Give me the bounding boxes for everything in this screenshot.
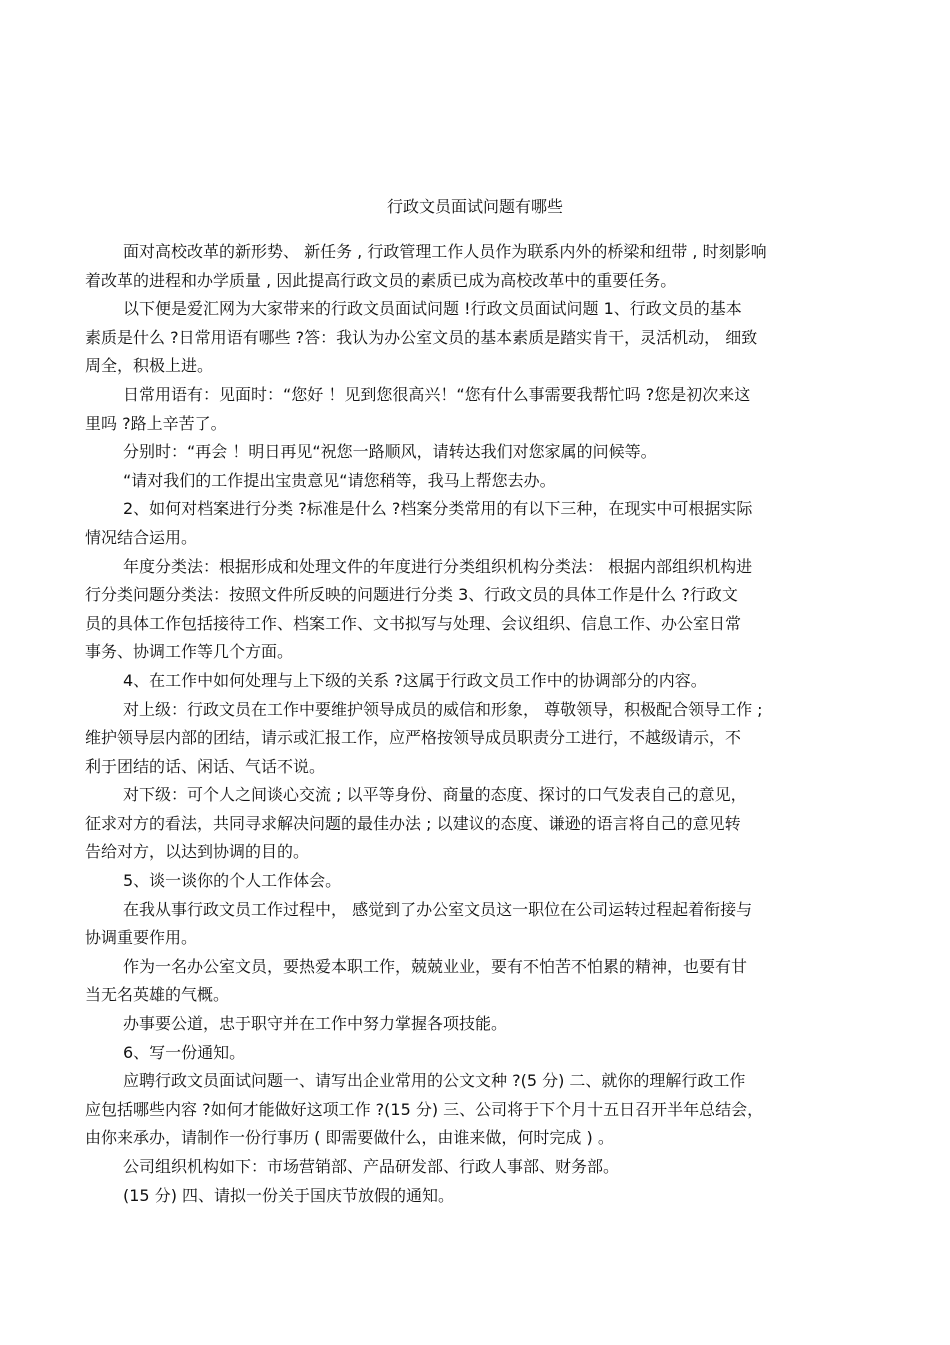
text-line: 维护领导层内部的团结，请示或汇报工作，应严格按领导成员职责分工进行，不越级请示，不 — [85, 728, 742, 748]
text-line: 在我从事行政文员工作过程中， 感觉到了办公室文员这一职位在公司运转过程起着衔接与 — [123, 899, 753, 919]
text-line: 日常用语有：见面时：“您好 ！见到您很高兴！“您有什么事需要我帮忙吗 ?您是初次来这 — [123, 384, 751, 404]
text-line: 员的具体工作包括接待工作、档案工作、文书拟写与处理、会议组织、信息工作、办公室日常 — [85, 613, 742, 633]
document-body — [85, 238, 865, 1210]
text-line: 应聘行政文员面试问题一、请写出企业常用的公文文种 ?(5 分) 二、就你的理解行政工作 — [123, 1071, 746, 1091]
text-line: “请对我们的工作提出宝贵意见“请您稍等，我马上帮您去办。 — [123, 470, 556, 490]
text-line: 着改革的进程和办学质量 , 因此提高行政文员的素质已成为高校改革中的重要任务。 — [85, 270, 677, 290]
text-line: 6、写一份通知。 — [123, 1042, 246, 1062]
text-line: 由你来承办，请制作一份行事历 ( 即需要做什么，由谁来做，何时完成 ) 。 — [85, 1128, 614, 1148]
text-line: 周全，积极上进。 — [85, 356, 214, 376]
text-line: 面对高校改革的新形势、 新任务 , 行政管理工作人员作为联系内外的桥梁和纽带 , 时刻影响 — [123, 242, 767, 261]
text-line: 利于团结的话、闲话、气话不说。 — [85, 756, 326, 776]
text-line: 里吗 ?路上辛苦了。 — [85, 413, 227, 433]
text-line: 应包括哪些内容 ?如何才能做好这项工作 ?(15 分) 三、公司将于下个月十五日召开半年总结会， — [85, 1099, 764, 1119]
document-title: 行政文员面试问题有哪些 — [386, 197, 563, 216]
text-line: 协调重要作用。 — [85, 928, 198, 948]
text-line: 行分类问题分类法：按照文件所反映的问题进行分类 3、行政文员的具体工作是什么 ?行政文 — [85, 585, 738, 605]
text-line: 2、如何对档案进行分类 ?标准是什么 ?档案分类常用的有以下三种，在现实中可根据实际 — [123, 499, 753, 519]
text-line: 征求对方的看法，共同寻求解决问题的最佳办法 ; 以建议的态度、谦逊的语言将自己的意见转 — [85, 813, 741, 833]
text-line: 对下级：可个人之间谈心交流 ; 以平等身份、商量的态度、探讨的口气发表自己的意见， — [123, 785, 747, 805]
text-line: 对上级：行政文员在工作中要维护领导成员的威信和形象， 尊敬领导，积极配合领导工作 ; — [123, 699, 763, 719]
text-line: 以下便是爱汇网为大家带来的行政文员面试问题 !行政文员面试问题 1、行政文员的基本 — [123, 299, 742, 319]
text-line: 办事要公道，忠于职守并在工作中努力掌握各项技能。 — [123, 1014, 508, 1034]
text-line: 年度分类法：根据形成和处理文件的年度进行分类组织机构分类法： 根据内部组织机构进 — [123, 556, 753, 576]
text-line: 作为一名办公室文员，要热爱本职工作，兢兢业业，要有不怕苦不怕累的精神，也要有甘 — [123, 956, 748, 976]
text-line: (15 分) 四、请拟一份关于国庆节放假的通知。 — [123, 1185, 455, 1205]
text-line: 情况结合运用。 — [85, 527, 198, 547]
text-line: 当无名英雄的气概。 — [85, 985, 230, 1005]
text-line: 分别时：“再会 ！明日再见“祝您一路顺风，请转达我们对您家属的问候等。 — [123, 442, 657, 462]
text-line: 事务、协调工作等几个方面。 — [85, 642, 294, 662]
text-line: 公司组织机构如下：市场营销部、产品研发部、行政人事部、财务部。 — [123, 1157, 620, 1176]
text-line: 告给对方，以达到协调的目的。 — [85, 842, 310, 862]
text-line: 5、谈一谈你的个人工作体会。 — [123, 871, 342, 891]
text-line: 4、在工作中如何处理与上下级的关系 ?这属于行政文员工作中的协调部分的内容。 — [123, 670, 707, 690]
text-line: 素质是什么 ?日常用语有哪些 ?答：我认为办公室文员的基本素质是踏实肯干，灵活机动， 细致 — [85, 327, 758, 347]
